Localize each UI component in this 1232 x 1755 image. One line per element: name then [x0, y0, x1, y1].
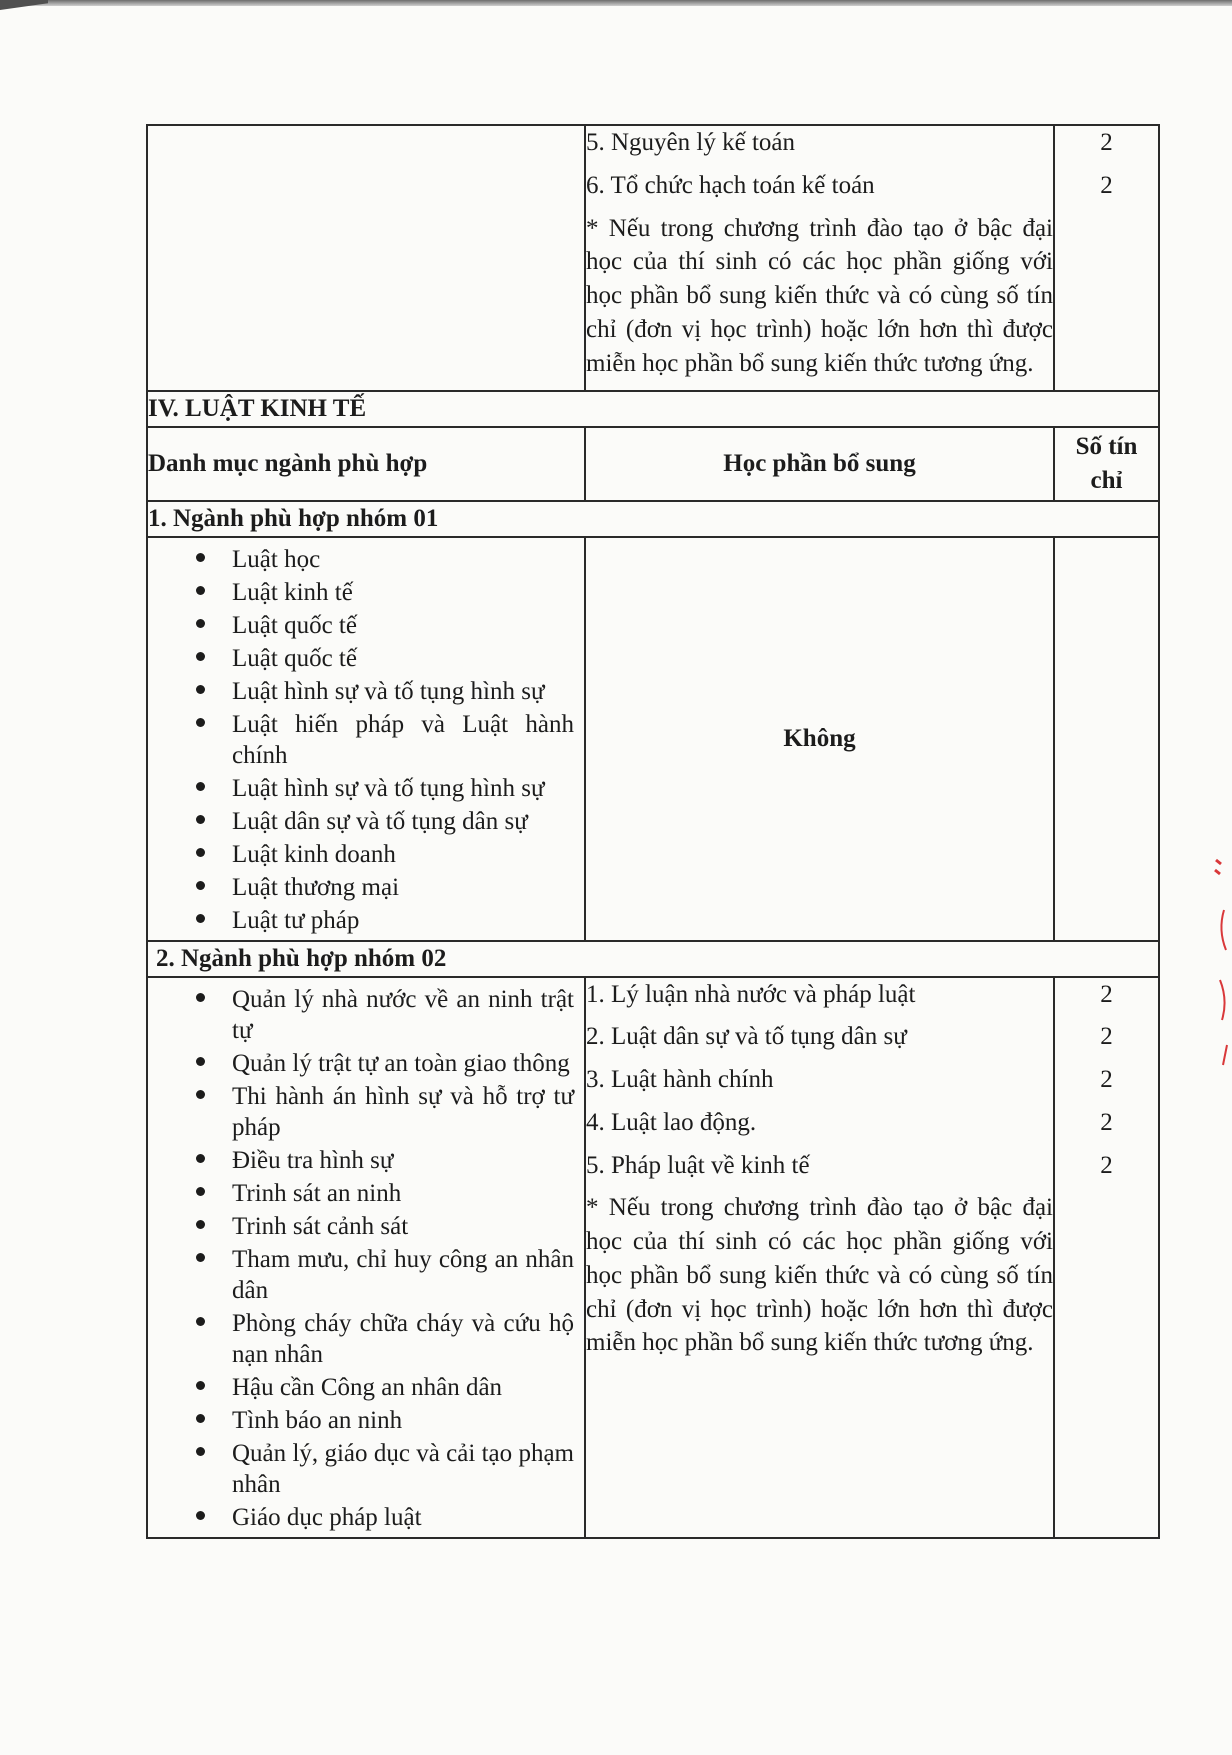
bullet-icon	[196, 848, 205, 857]
course-item: 4. Luật lao động.	[586, 1108, 757, 1136]
list-item	[232, 806, 574, 837]
group2-majors-list	[148, 978, 584, 1537]
major-name: Luật thương mại	[232, 873, 400, 901]
list-item	[232, 1502, 574, 1533]
course-item: 3. Luật hành chính	[586, 1066, 774, 1093]
list-item	[232, 1081, 574, 1143]
group1-title: 1. Ngành phù hợp nhóm 01	[147, 501, 1159, 537]
list-item	[232, 1178, 574, 1209]
group1-majors-list	[148, 538, 584, 940]
list-item	[232, 872, 574, 903]
list-item	[232, 1211, 574, 1242]
major-name: Thi hành án hình sự và hỗ trợ tư pháp	[232, 1082, 574, 1141]
table-row-continuation	[147, 125, 1159, 391]
list-item	[232, 709, 574, 771]
major-name: Trinh sát cảnh sát	[232, 1212, 409, 1240]
list-item	[232, 1308, 574, 1370]
credit-value: 2	[1100, 129, 1113, 156]
bullet-icon	[196, 1414, 205, 1423]
bullet-icon	[196, 1090, 205, 1099]
section-title-row	[147, 391, 1159, 427]
exemption-note: * Nếu trong chương trình đào tạo ở bậc đại học của thí sinh có các học phần giống với học phần bổ sung kiến thức và có cùng số tín chỉ (đơn vị học trình) hoặc lớn hơn thì được miễn học phần bổ sung kiến thức tương ứng.	[586, 214, 1053, 377]
bullet-icon	[196, 652, 205, 661]
list-item	[232, 984, 574, 1046]
major-name: Phòng cháy chữa cháy và cứu hộ nạn nhân	[232, 1309, 574, 1368]
major-name: Luật học	[232, 545, 321, 573]
course-item: 2. Luật dân sự và tố tụng dân sự	[586, 1023, 907, 1051]
course-item: 1. Lý luận nhà nước và pháp luật	[586, 980, 916, 1008]
major-name: Quản lý trật tự an toàn giao thông	[232, 1049, 570, 1077]
bullet-icon	[196, 782, 205, 791]
header-majors: Danh mục ngành phù hợp	[147, 427, 585, 501]
bullet-icon	[196, 553, 205, 562]
major-name: Điều tra hình sự	[232, 1146, 394, 1174]
major-name: Luật dân sự và tố tụng dân sự	[232, 807, 528, 835]
major-name: Luật tư pháp	[232, 906, 360, 934]
list-item	[232, 1145, 574, 1176]
major-name: Luật kinh tế	[232, 578, 353, 606]
list-item	[232, 839, 574, 870]
bullet-icon	[196, 685, 205, 694]
stamp-fragment	[1212, 850, 1232, 1080]
credit-value: 2	[1100, 171, 1113, 199]
list-item	[232, 773, 574, 804]
bullet-icon	[196, 914, 205, 923]
list-item	[232, 610, 574, 641]
major-name: Giáo dục pháp luật	[232, 1503, 422, 1531]
bullet-icon	[196, 1187, 205, 1196]
group1-credits-cell	[1054, 537, 1159, 941]
list-item	[232, 1438, 574, 1500]
bullet-icon	[196, 1447, 205, 1456]
exemption-note: * Nếu trong chương trình đào tạo ở bậc đại học của thí sinh có các học phần giống với học phần bổ sung kiến thức và có cùng số tín chỉ (đơn vị học trình) hoặc lớn hơn thì được miễn học phần bổ sung kiến thức tương ứng.	[586, 1194, 1053, 1357]
header-credits-line2: chỉ	[1090, 467, 1123, 494]
major-name: Luật hình sự và tố tụng hình sự	[232, 677, 545, 705]
empty-majors-cell	[147, 125, 585, 391]
list-item	[232, 905, 574, 936]
bullet-icon	[196, 1317, 205, 1326]
major-name: Quản lý nhà nước về an ninh trật tự	[232, 985, 574, 1044]
list-item	[232, 676, 574, 707]
bullet-icon	[196, 619, 205, 628]
courses-cell	[585, 125, 1054, 391]
scan-edge	[0, 0, 1232, 6]
group2-title: 2. Ngành phù hợp nhóm 02	[147, 941, 1159, 977]
bullet-icon	[196, 993, 205, 1002]
bullet-icon	[196, 881, 205, 890]
group2-credits-cell	[1054, 977, 1159, 1538]
bullet-icon	[196, 1253, 205, 1262]
major-name: Hậu cần Công an nhân dân	[232, 1373, 503, 1401]
curriculum-table	[146, 124, 1160, 1539]
header-courses: Học phần bổ sung	[585, 427, 1054, 501]
major-name: Tham mưu, chỉ huy công an nhân dân	[232, 1245, 574, 1304]
bullet-icon	[196, 815, 205, 824]
list-item	[232, 1372, 574, 1403]
credit-value: 2	[1100, 1023, 1113, 1051]
major-name: Trinh sát an ninh	[232, 1179, 402, 1207]
major-name: Luật kinh doanh	[232, 840, 396, 868]
major-name: Quản lý, giáo dục và cải tạo phạm nhân	[232, 1439, 574, 1498]
major-name: Luật quốc tế	[232, 611, 357, 639]
credit-value: 2	[1100, 1151, 1113, 1179]
bullet-icon	[196, 718, 205, 727]
group1-majors-cell	[147, 537, 585, 941]
credit-value: 2	[1100, 1108, 1113, 1136]
major-name: Luật quốc tế	[232, 644, 357, 672]
major-name: Tình báo an ninh	[232, 1406, 403, 1434]
header-row	[147, 427, 1159, 501]
group2-majors-cell	[147, 977, 585, 1538]
major-name: Luật hiến pháp và Luật hành chính	[232, 710, 574, 769]
list-item	[232, 577, 574, 608]
group2-courses-cell	[585, 977, 1054, 1538]
bullet-icon	[196, 586, 205, 595]
list-item	[232, 1244, 574, 1306]
list-item	[232, 643, 574, 674]
header-credits	[1054, 427, 1159, 501]
group-title-row	[147, 941, 1159, 977]
list-item	[232, 544, 574, 575]
course-item: 5. Pháp luật về kinh tế	[586, 1151, 810, 1179]
credits-cell	[1054, 125, 1159, 391]
group-title-row	[147, 501, 1159, 537]
group1-row	[147, 537, 1159, 941]
bullet-icon	[196, 1381, 205, 1390]
course-item: 6. Tổ chức hạch toán kế toán	[586, 171, 875, 199]
course-item: 5. Nguyên lý kế toán	[586, 129, 795, 156]
major-name: Luật hình sự và tố tụng hình sự	[232, 774, 545, 802]
bullet-icon	[196, 1154, 205, 1163]
header-credits-line1: Số tín	[1075, 433, 1138, 461]
group1-courses-none: Không	[585, 537, 1054, 941]
credit-value: 2	[1100, 980, 1113, 1008]
bullet-icon	[196, 1220, 205, 1229]
group2-row	[147, 977, 1159, 1538]
list-item	[232, 1405, 574, 1436]
section-title: IV. LUẬT KINH TẾ	[147, 391, 1159, 427]
credit-value: 2	[1100, 1066, 1113, 1093]
bullet-icon	[196, 1057, 205, 1066]
bullet-icon	[196, 1511, 205, 1520]
list-item	[232, 1048, 574, 1079]
